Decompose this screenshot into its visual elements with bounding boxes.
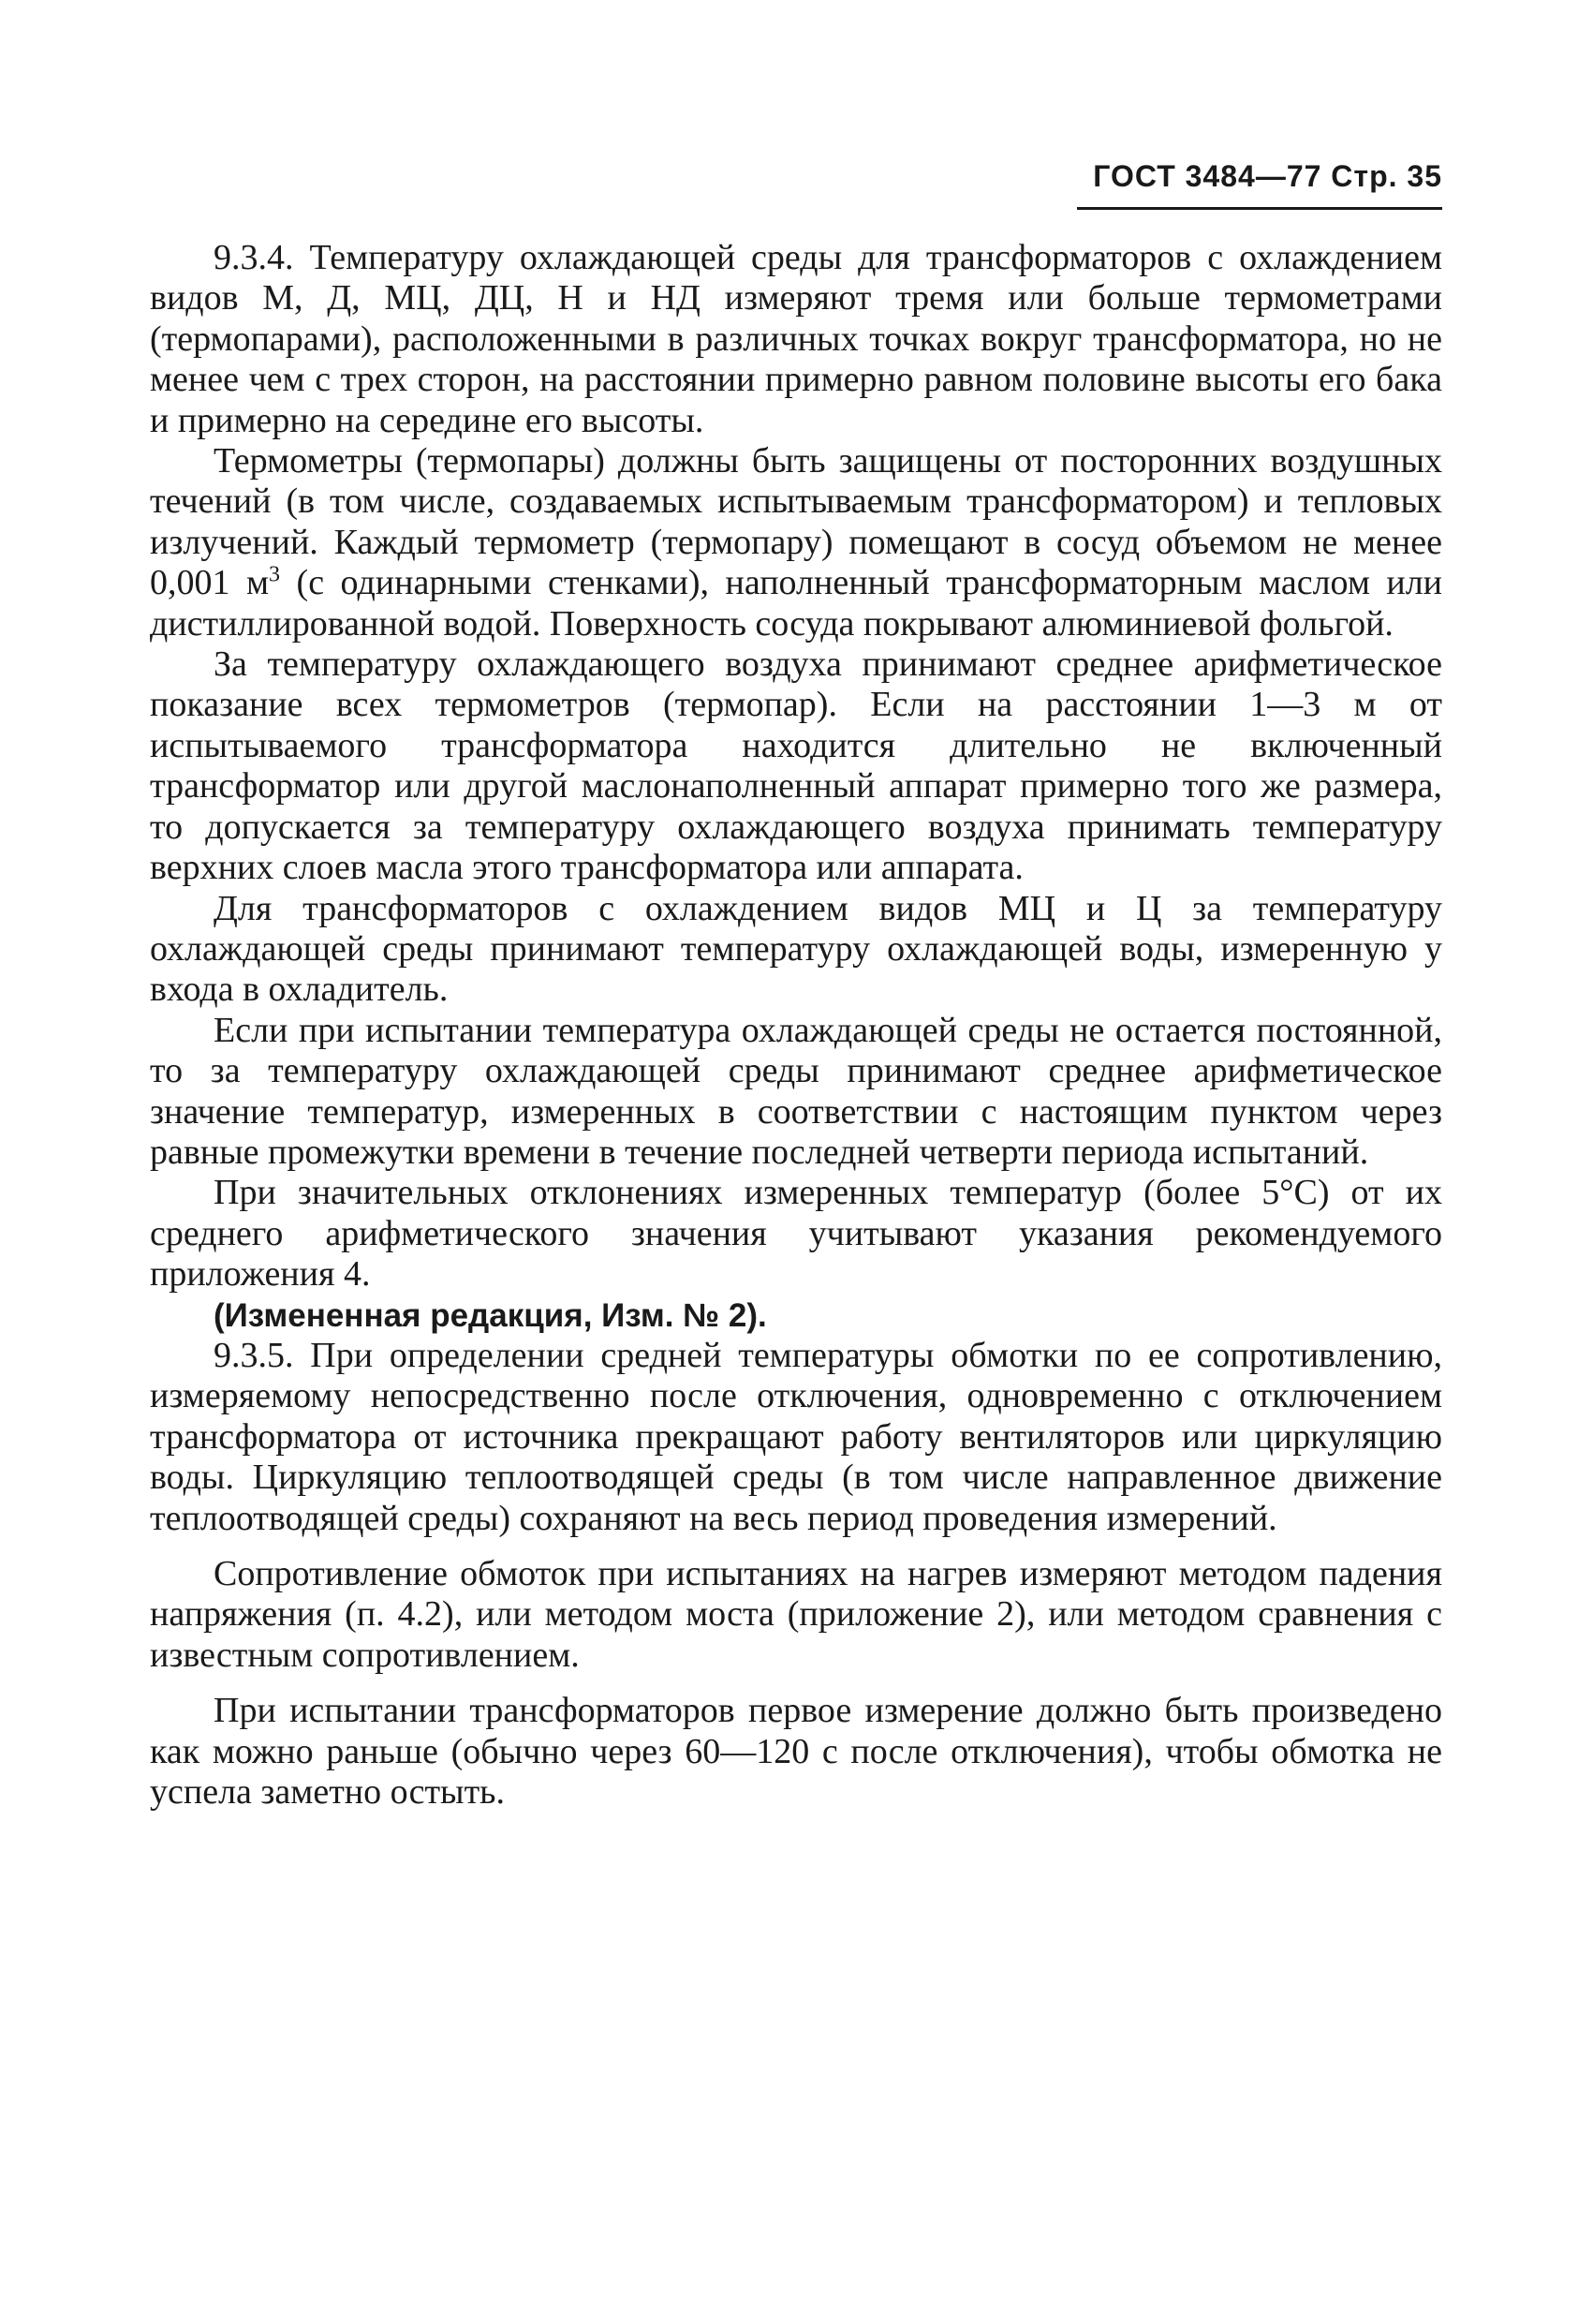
- document-page: [150, 159, 1442, 1813]
- paragraph-first-measurement: При испытании трансформаторов первое измерение должно быть произведено как можно раньше (обычно через 60—120 с после отключения), чтобы обмотка не успела заметно остыть.: [150, 1691, 1442, 1813]
- paragraph-thermometers-text-2: (с одинарными стенками), наполненный трансформаторным маслом или дистиллированной водой. Поверхность сосуда покрывают алюминиевой фольгой.: [150, 563, 1442, 644]
- paragraph-9-3-4: 9.3.4. Температуру охлаждающей среды для трансформаторов с охлаждением видов М, Д, МЦ, ДЦ, Н и НД измеряют тремя или больше термометрами (термопарами), расположенными в различных точках вокруг трансформатора, но не менее чем с трех сторон, на расстоянии примерно равном половине высоты его бака и примерно на середине его высоты.: [150, 238, 1442, 440]
- amendment-note: (Измененная редакция, Изм. № 2).: [214, 1296, 767, 1334]
- paragraph-deviations: При значительных отклонениях измеренных температур (более 5°С) от их среднего арифметического значения учитывают указания рекомендуемого приложения 4.: [150, 1173, 1442, 1295]
- paragraph-cooling-air: За температуру охлаждающего воздуха принимают среднее арифметическое показание всех термометров (термопар). Если на расстоянии 1—3 м от испытываемого трансформатора находится длительно не включенный трансформатор или другой маслонаполненный аппарат примерно того же размера, то допускается за температуру охлаждающего воздуха принимать температуру верхних слоев масла этого трансформатора или аппарата.: [150, 644, 1442, 888]
- paragraph-thermometers-text-1: Термометры (термопары) должны быть защищены от посторонних воздушных течений (в том числе, создаваемых испытываемым трансформатором) и тепловых излучений. Каждый термометр (термопару) помещают в сосуд объемом не менее 0,001 м: [150, 441, 1442, 603]
- superscript-3: 3: [269, 562, 281, 587]
- paragraph-9-3-5: 9.3.5. При определении средней температуры обмотки по ее сопротивлению, измеряемому непосредственно после отключения, одновременно с отключением трансформатора от источника прекращают работу вентиляторов или циркуляцию воды. Циркуляцию теплоотводящей среды (в том числе направленное движение теплоотводящей среды) сохраняют на весь период проведения измерений.: [150, 1335, 1442, 1538]
- paragraph-resistance-measurement: Сопротивление обмоток при испытаниях на нагрев измеряют методом падения напряжения (п. 4.2), или методом моста (приложение 2), или методом сравнения с известным сопротивлением.: [150, 1554, 1442, 1675]
- document-body: [150, 238, 1442, 1813]
- paragraph-water-cooling: Для трансформаторов с охлаждением видов МЦ и Ц за температуру охлаждающей среды принимают температуру охлаждающей воды, измеренную у входа в охладитель.: [150, 888, 1442, 1010]
- paragraph-variable-temperature: Если при испытании температура охлаждающей среды не остается постоянной, то за температуру охлаждающей среды принимают среднее арифметическое значение температур, измеренных в соответствии с настоящим пунктом через равные промежутки времени в течение последней четверти периода испытаний.: [150, 1010, 1442, 1172]
- page-header: ГОСТ 3484—77 Стр. 35: [1077, 159, 1442, 210]
- paragraph-thermometers: [150, 441, 1442, 644]
